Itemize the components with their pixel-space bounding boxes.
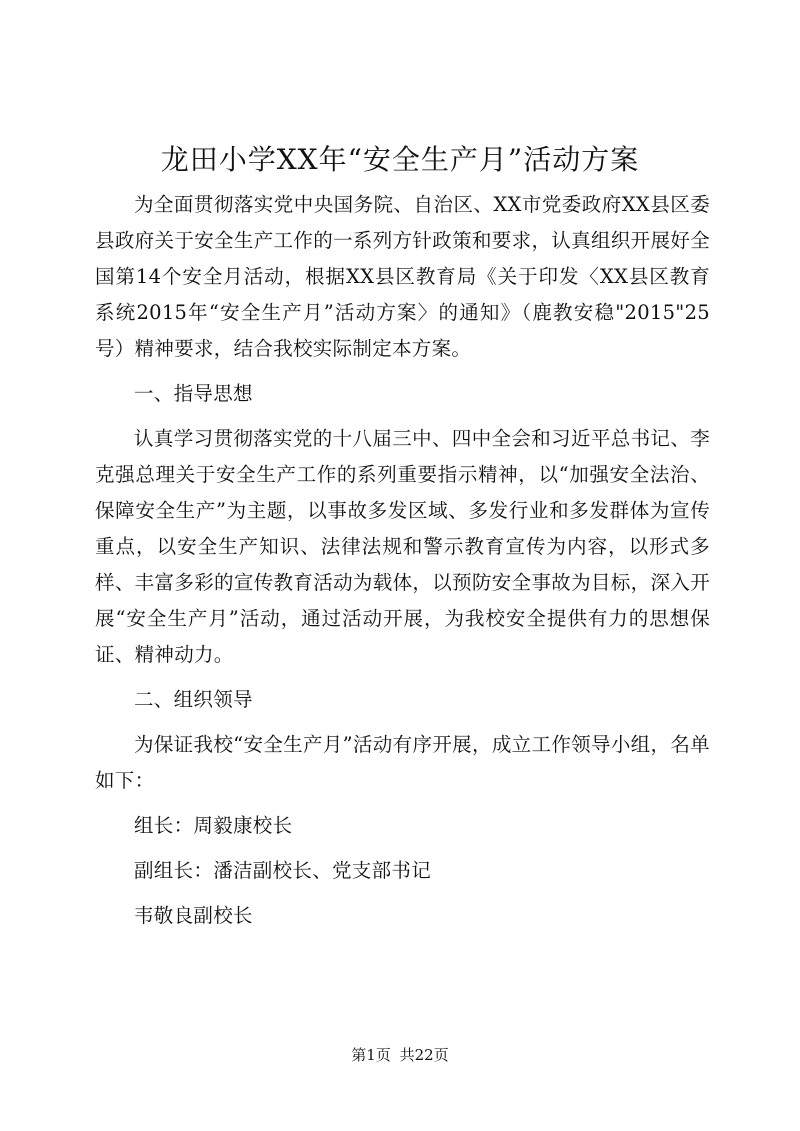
deputy-leader-line-2: 韦敬良副校长	[134, 904, 253, 927]
page-total: 共22页	[399, 1046, 449, 1064]
leader-line: 组长：周毅康校长	[134, 814, 293, 837]
document-body	[95, 187, 710, 943]
organization-paragraph: 为保证我校“安全生产月”活动有序开展，成立工作领导小组，名单如下：	[95, 733, 710, 792]
intro-paragraph: 为全面贯彻落实党中央国务院、自治区、XX市党委政府XX县区委县政府关于安全生产工作的一系列方针政策和要求，认真组织开展好全国第14个安全月活动，根据XX县区教育局《关于印发〈XX县区教育系统2015年“安全生产月”活动方案〉的通知》（鹿教安稳"2015"25号）精神要求，结合我校实际制定本方案。	[95, 193, 710, 360]
section-heading-organization: 二、组织领导	[134, 688, 253, 711]
page-footer	[0, 1044, 800, 1066]
page-number: 第1页	[351, 1046, 391, 1064]
deputy-leader-line: 副组长：潘洁副校长、党支部书记	[134, 859, 432, 882]
document-title: 龙田小学XX年“安全生产月”活动方案	[160, 143, 640, 176]
section-heading-guiding-ideology: 一、指导思想	[134, 382, 253, 405]
guiding-ideology-paragraph: 认真学习贯彻落实党的十八届三中、四中全会和习近平总书记、李克强总理关于安全生产工作的系列重要指示精神，以“加强安全法治、保障安全生产”为主题，以事故多发区域、多发行业和多发群体为宣传重点，以安全生产知识、法律法规和警示教育宣传为内容，以形式多样、丰富多彩的宣传教育活动为载体，以预防安全事故为目标，深入开展“安全生产月”活动，通过活动开展，为我校安全提供有力的思想保证、精神动力。	[95, 427, 710, 666]
